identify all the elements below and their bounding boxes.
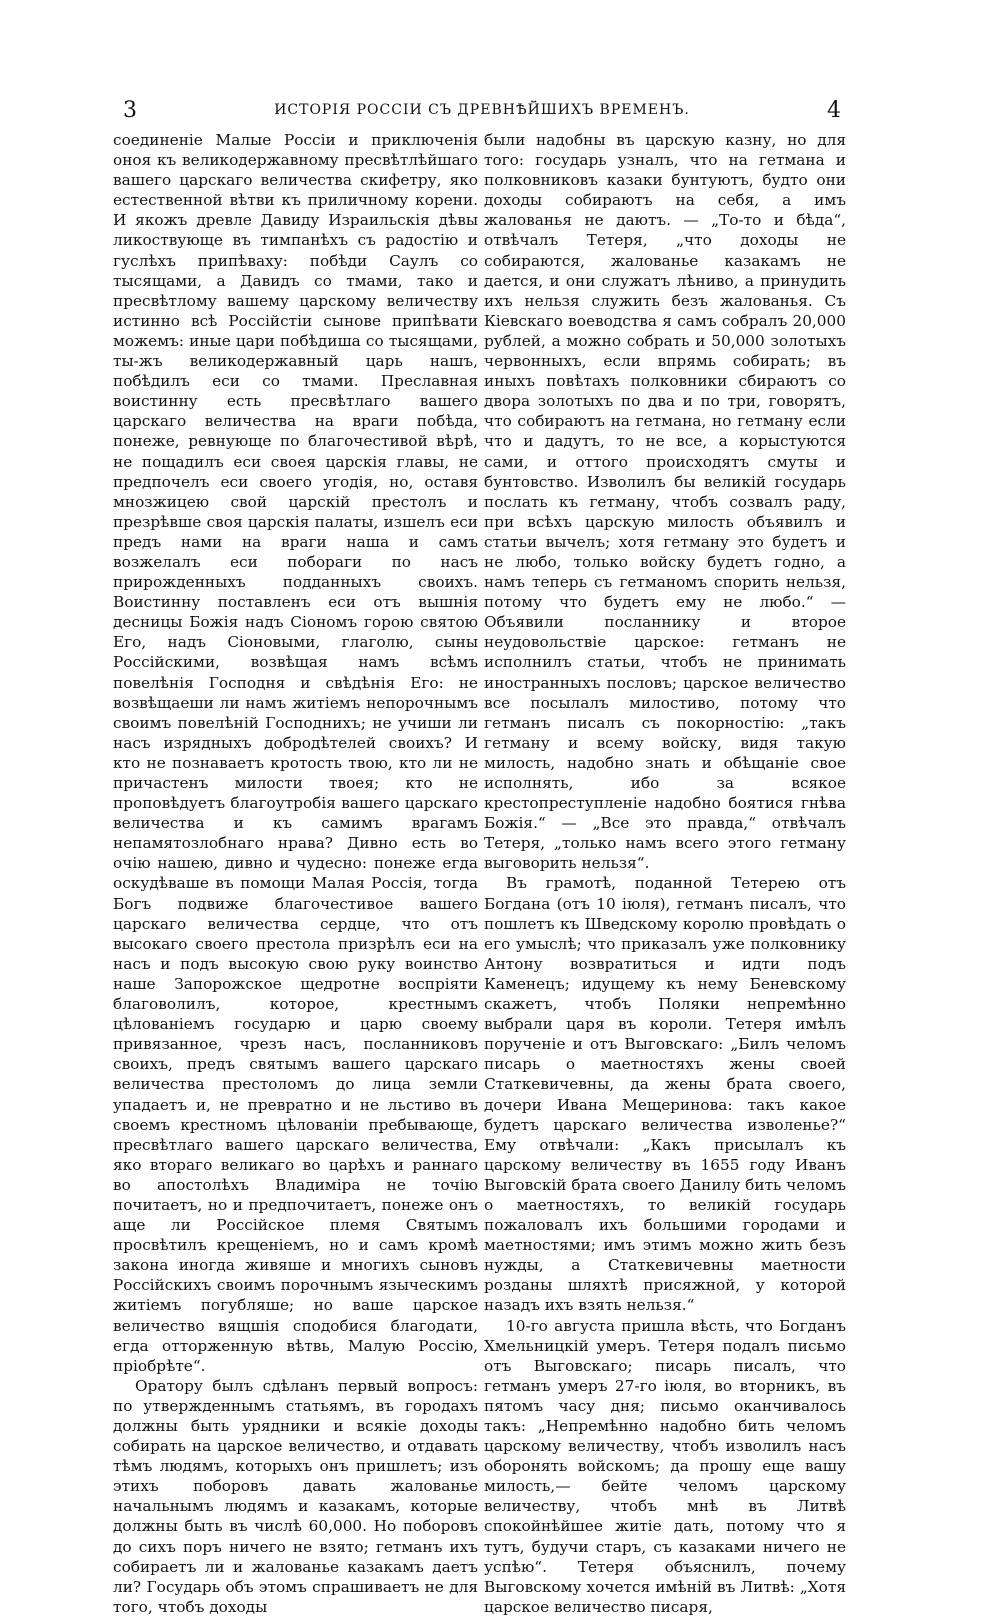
left-column: [113, 130, 478, 1617]
right-paragraph-1: были надобны въ царскую казну, но для того: государь узналъ, что на гетмана и полковниковъ казаки бунтуютъ, будто они доходы собираютъ на себя, а имъ жалованья не даютъ. — „То-то и бѣда“, отвѣчалъ Тетеря, „что доходы не собираются, жалованье казакамъ не дается, и они служатъ лѣниво, а принудить ихъ нельзя служить безъ жалованья. Съ Кіевскаго воеводства я самъ собралъ 20,000 рублей, а можно собрать и 50,000 золотыхъ червонныхъ, если впрямь собирать; въ иныхъ повѣтахъ полковники сбираютъ со двора золотыхъ по два и по три, говорятъ, что собираютъ на гетмана, но гетману если что и дадутъ, то не все, а корыстуются сами, и оттого происходятъ смуты и бунтовство. Изволилъ бы великій государь послать къ гетману, чтобъ созвалъ раду, при всѣхъ царскую милость объявилъ и статьи вычелъ; хотя гетману это будетъ и не любо, только войску будетъ годно, а намъ теперь съ гетманомъ спорить нельзя, потому что будетъ ему не любо.“ — Объявили посланнику и второе неудовольствіе царское: гетманъ не исполнилъ статьи, чтобъ не принимать иностранныхъ пословъ; царское величество все посылалъ милостиво, потому что гетманъ писалъ съ покорностію: „такъ гетману и всему войску, видя такую милость, надобно знать и обѣщаніе свое исполнять, ибо за всякое крестопреступленіе надобно боятися гнѣва Божія.“ — „Все это правда,“ отвѣчалъ Тетеря, „только намъ всего этого гетману выговорить нельзя“.: [484, 131, 846, 873]
running-title: ИСТОРІЯ РОССІИ СЪ ДРЕВНѢЙШИХЪ ВРЕМЕНЪ.: [274, 102, 690, 118]
page-header: [123, 98, 841, 124]
right-paragraph-2: Въ грамотѣ, поданной Тетерею отъ Богдана (отъ 10 іюля), гетманъ писалъ, что пошлетъ къ Шведскому королю провѣдать о его умыслѣ; что приказалъ уже полковнику Антону возвратиться и идти подъ Каменецъ; идущему къ нему Беневскому скажетъ, чтобъ Поляки непремѣнно выбрали царя въ короли. Тетеря имѣлъ порученіе и отъ Выговскаго: „Билъ челомъ писарь о маетностяхъ жены своей Статкевичевны, да жены брата своего, дочери Ивана Мещеринова: такъ какое будетъ царскаго величества изволенье?“ Ему отвѣчали: „Какъ присылалъ къ царскому величеству въ 1655 году Иванъ Выговскій брата своего Данилу бить челомъ о маетностяхъ, то великій государь пожаловалъ ихъ большими городами и маетностями; имъ этимъ можно жить безъ нужды, а Статкевичевны маетности розданы шляхтѣ присяжной, у которой назадъ ихъ взять нельзя.“: [484, 874, 846, 1315]
left-paragraph-2: Оратору былъ сдѣланъ первый вопросъ: по утвержденнымъ статьямъ, въ городахъ должны быть урядники и всякіе доходы собирать на царское величество, и отдавать тѣмъ людямъ, которыхъ онъ пришлетъ; изъ этихъ поборовъ давать жалованье начальнымъ людямъ и казакамъ, которые должны быть въ числѣ 60,000. Но поборовъ до сихъ поръ ничего не взято; гетманъ ихъ собираетъ ли и жалованье казакамъ даетъ ли? Государь объ этомъ спрашиваетъ не для того, чтобъ доходы: [113, 1376, 478, 1616]
right-paragraph-3: 10-го августа пришла вѣсть, что Богданъ Хмельницкій умеръ. Тетеря подалъ письмо отъ Выговскаго; писарь писалъ, что гетманъ умеръ 27-го іюля, во вторникъ, въ пятомъ часу дня; письмо оканчивалось такъ: „Непремѣнно надобно бить челомъ царскому величеству, чтобъ изволилъ насъ оборонять войскомъ; да прошу еще вашу милость,— бейте челомъ царскому величеству, чтобъ мнѣ въ Литвѣ спокойнѣйшее житіе дать, потому что я тутъ, будучи старъ, съ казаками ничего не успѣю“. Тетеря объяснилъ, почему Выговскому хочется имѣній въ Литвѣ: „Хотя царское величество писаря,: [484, 1316, 846, 1616]
right-column: [484, 130, 846, 1617]
left-paragraph-1: соединеніе Малые Россіи и приключенія оноя къ великодержавному пресвѣтлѣйшаго вашего царскаго величества скифетру, яко естественной вѣтви къ приличному корени. И якожъ древле Давиду Израильскія дѣвы ликоствующе въ тимпанѣхъ съ радостію и гуслѣхъ припѣваху: побѣди Саулъ со тысящами, а Давидъ со тмами, тако и пресвѣтлому вашему царскому величеству истинно всѣ Россійстіи сынове припѣвати можемъ: иные цари побѣдиша со тысящами, ты-жъ великодержавный царь нашъ, побѣдилъ еси со тмами. Преславная воистинну есть пресвѣтлаго вашего царскаго величества на враги побѣда, понеже, ревнующе по благочестивой вѣрѣ, не пощадилъ еси своея царскія главы, не предпочелъ еси своего угодія, но, оставя мнозжицею свой царскій престолъ и презрѣвше своя царскія палаты, изшелъ еси предъ нами на враги наша и самъ возжелалъ еси побораги по насъ прирожденныхъ подданныхъ своихъ. Воистинну поставленъ еси отъ вышнія десницы Божія надъ Сіономъ горою святою Его, надъ Сіоновыми, глаголю, сыны Россійскими, возвѣщая намъ всѣмъ повелѣнія Господня и свѣдѣнія Его: не возвѣщаеши ли намъ житіемъ непорочнымъ своимъ повелѣній Господнихъ; не учиши ли насъ изрядныхъ добродѣтелей своихъ? И кто не познаваетъ кротость твою, кто ли не причастенъ милости твоея; кто не проповѣдуетъ благоутробія вашего царскаго величества и къ самимъ врагамъ непамятозлобнаго нрава? Дивно есть во очію нашею, дивно и чудесно: понеже егда оскудѣваше въ помощи Малая Россія, тогда Богъ подвиже благочестивое вашего царскаго величества сердце, что отъ высокаго своего престола призрѣлъ еси на насъ и подъ высокую свою руку воинство наше Запорожское щедротне воспріяти благоволилъ, которое, крестнымъ цѣлованіемъ государю и царю своему привязанное, чрезъ насъ, посланниковъ своихъ, предъ святымъ вашего царскаго величества престоломъ до лица земли упадаетъ и, не превратно и не льстиво въ своемъ крестномъ цѣлованіи пребывающе, пресвѣтлаго вашего царскаго величества, яко втораго великаго во царѣхъ и раннаго во апостолѣхъ Владиміра не точію почитаетъ, но и предпочитаетъ, понеже онъ аще ли Россійское племя Святымъ просвѣтилъ крещеніемъ, но и самъ кромѣ закона иногда живяше и многихъ сыновъ Россійскихъ своимъ порочнымъ языческимъ житіемъ погубляше; но ваше царское величество вящшія сподобися благодати, егда отторженную вѣтвь, Малую Россію, пріобрѣте“.: [113, 131, 478, 1375]
page-number-left: 3: [123, 98, 137, 123]
page-number-right: 4: [827, 98, 841, 123]
